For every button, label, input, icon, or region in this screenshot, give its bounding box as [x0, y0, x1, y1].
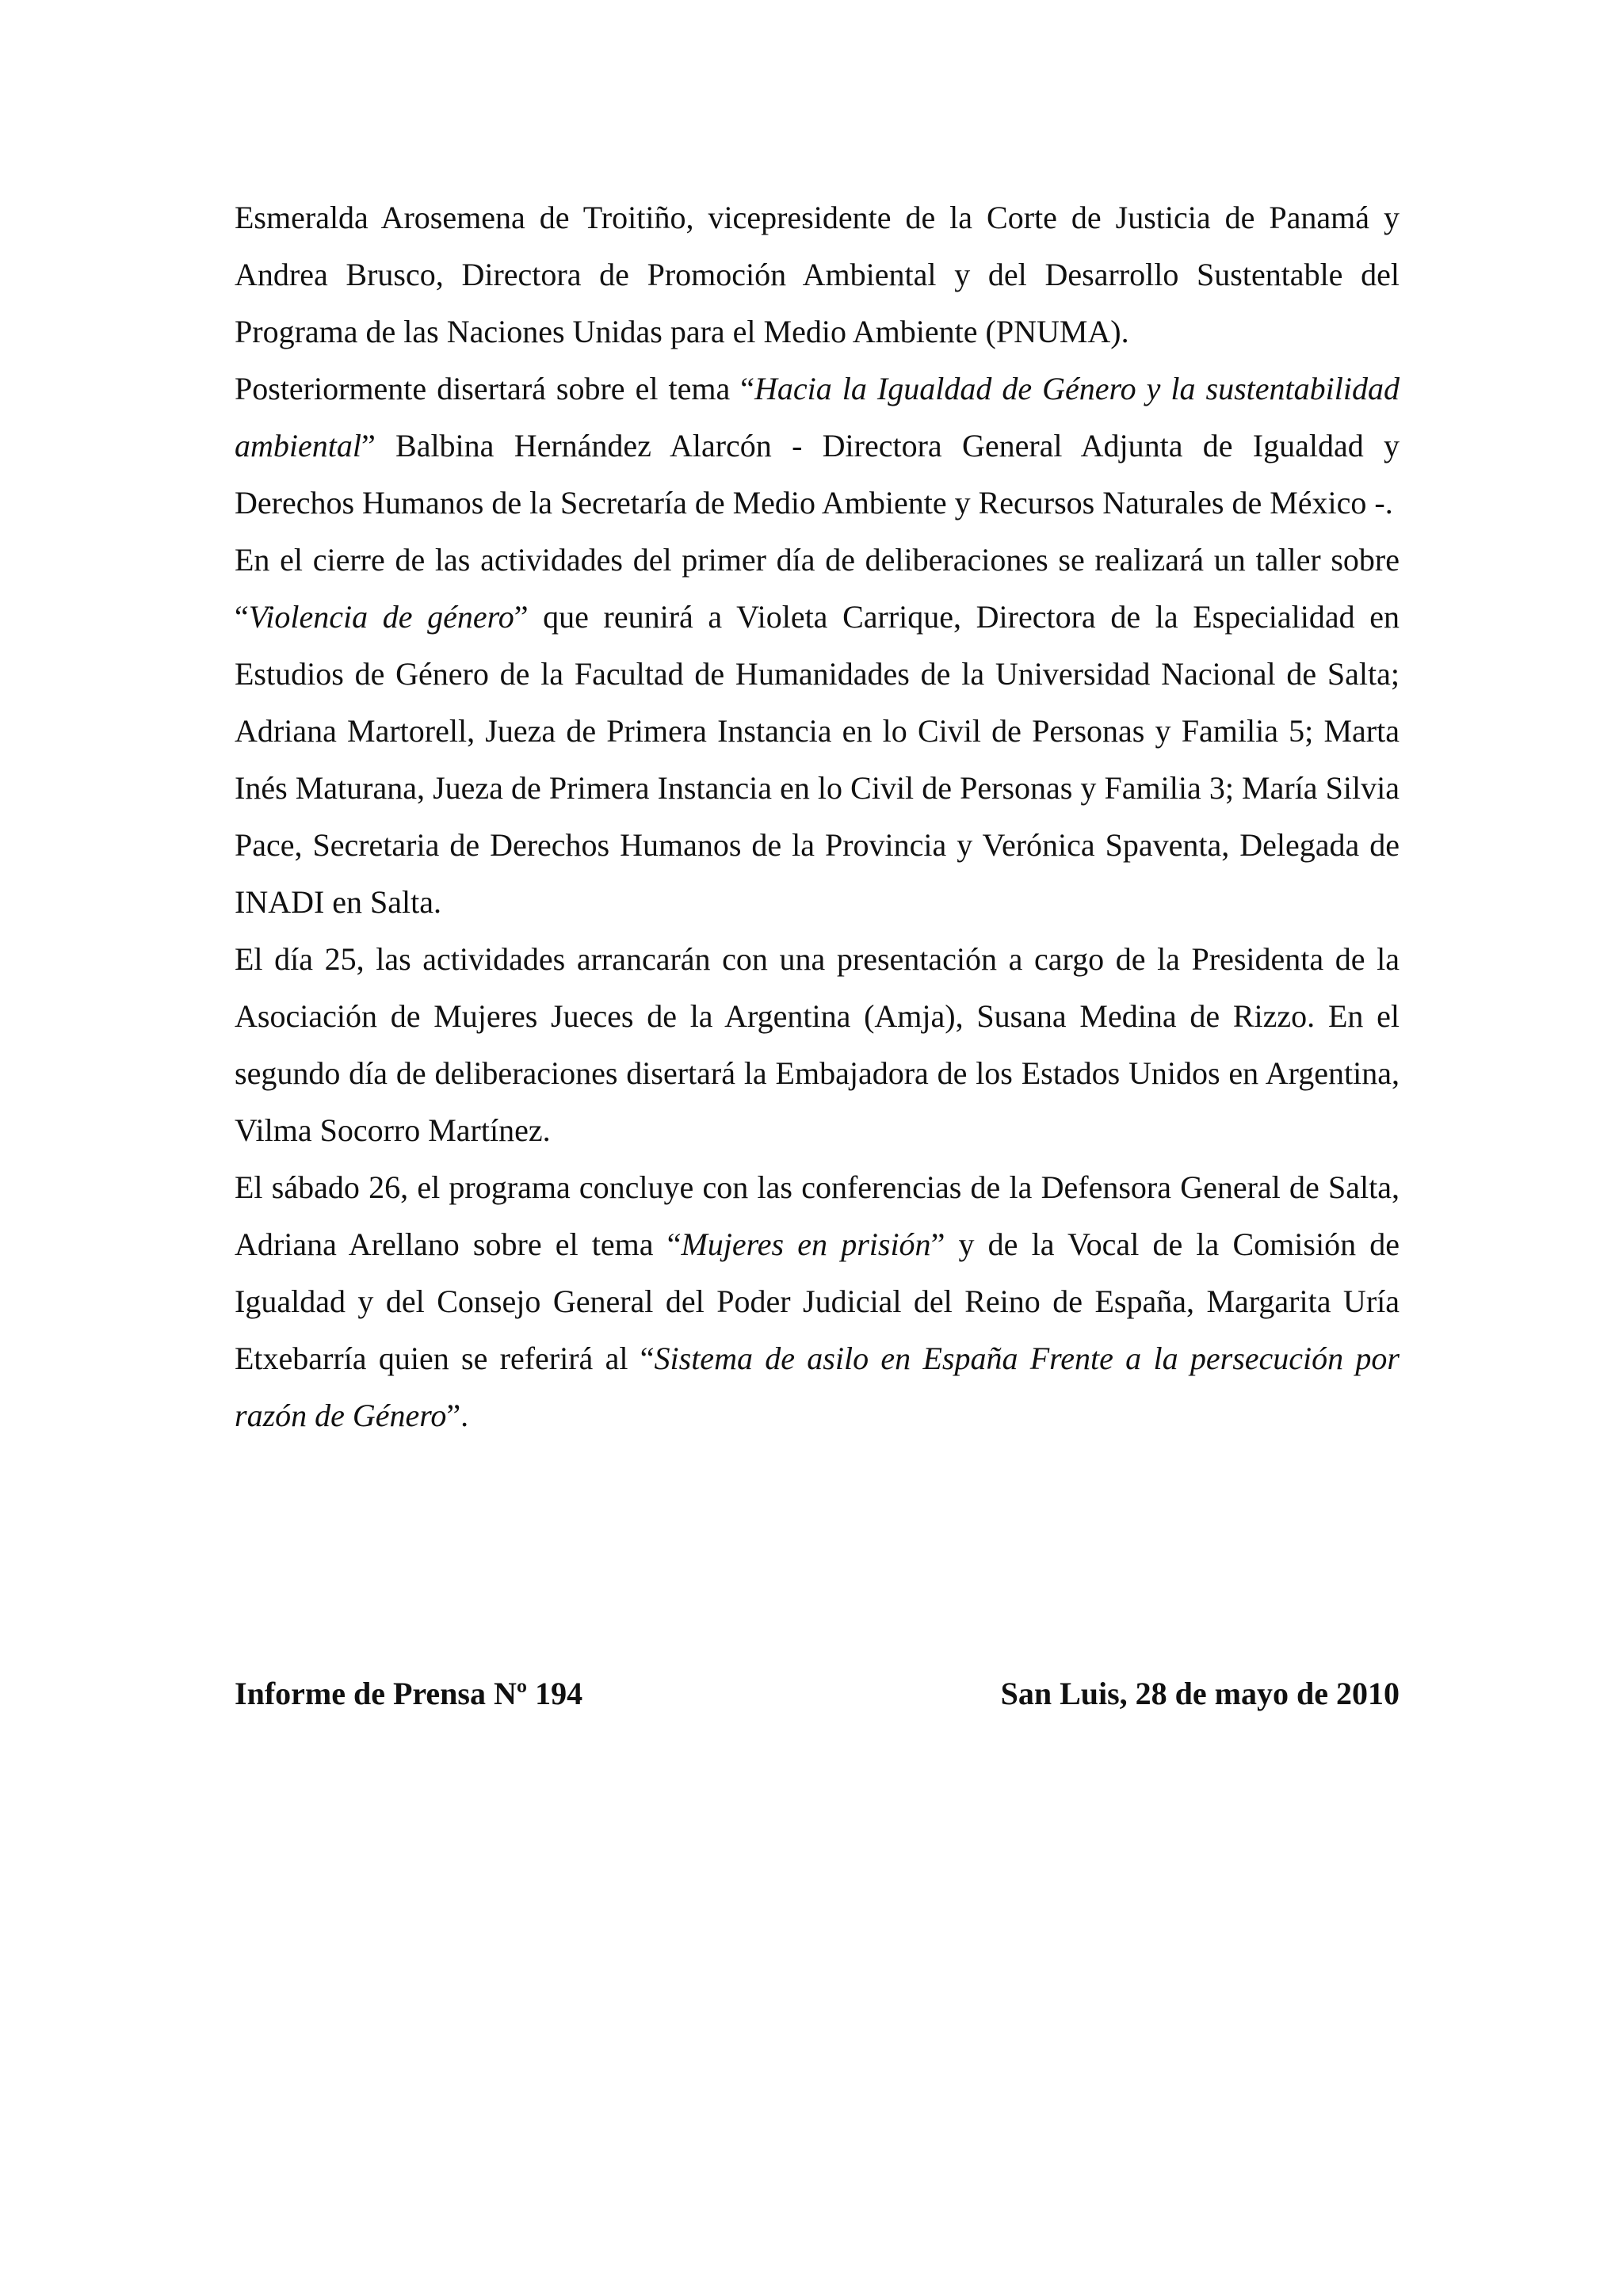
- paragraph-text: ” que reunirá a Violeta Carrique, Directora de la Especialidad en Estudios de Género de la Facultad de Humanidades de la Universidad Nacional de Salta; Adriana Martorell, Jueza de Primera Instancia en lo Civil de Personas y Familia 5; Marta Inés Maturana, Jueza de Primera Instancia en lo Civil de Personas y Familia 3; María Silvia Pace, Secretaria de Derechos Humanos de la Provincia y Verónica Spaventa, Delegada de INADI en Salta.: [235, 599, 1400, 920]
- italic-title-text: Sistema de asilo en España Frente a la persecución por razón de Género: [235, 1341, 1400, 1433]
- paragraph: [235, 189, 1400, 360]
- paragraph: [235, 931, 1400, 1159]
- italic-title-text: Mujeres en prisión: [681, 1226, 931, 1262]
- paragraph-text: El día 25, las actividades arrancarán con una presentación a cargo de la Presidenta de la Asociación de Mujeres Jueces de la Argentina (Amja), Susana Medina de Rizzo. En el segundo día de deliberaciones disertará la Embajadora de los Estados Unidos en Argentina, Vilma Socorro Martínez.: [235, 941, 1400, 1148]
- paragraph: [235, 360, 1400, 532]
- italic-title-text: Violencia de género: [248, 599, 514, 635]
- paragraph: [235, 532, 1400, 931]
- paragraph-text: Posteriormente disertará sobre el tema “: [235, 371, 754, 406]
- document-footer: [235, 1665, 1400, 1722]
- place-and-date: San Luis, 28 de mayo de 2010: [1000, 1676, 1400, 1711]
- paragraph-text: ” Balbina Hernández Alarcón - Directora General Adjunta de Igualdad y Derechos Humanos de la Secretaría de Medio Ambiente y Recursos Naturales de México -.: [235, 428, 1400, 521]
- paragraph: [235, 1159, 1400, 1444]
- paragraph-text: ” y de la Vocal de la Comisión de Igualdad y del Consejo General del Poder Judicial del Reino de España, Margarita Uría Etxebarría quien se referirá al “: [235, 1226, 1400, 1376]
- press-report-number: Informe de Prensa Nº 194: [235, 1676, 583, 1711]
- paragraph-text: Esmeralda Arosemena de Troitiño, vicepresidente de la Corte de Justicia de Panamá y Andrea Brusco, Directora de Promoción Ambiental y del Desarrollo Sustentable del Programa de las Naciones Unidas para el Medio Ambiente (PNUMA).: [235, 200, 1400, 349]
- document-body: [235, 189, 1400, 1444]
- paragraph-text: En el cierre de las actividades del primer día de deliberaciones se realizará un taller sobre “: [235, 542, 1400, 635]
- paragraph-text: ”.: [446, 1398, 469, 1433]
- italic-title-text: Hacia la Igualdad de Género y la sustentabilidad ambiental: [235, 371, 1400, 463]
- paragraph-text: El sábado 26, el programa concluye con las conferencias de la Defensora General de Salta, Adriana Arellano sobre el tema “: [235, 1169, 1400, 1262]
